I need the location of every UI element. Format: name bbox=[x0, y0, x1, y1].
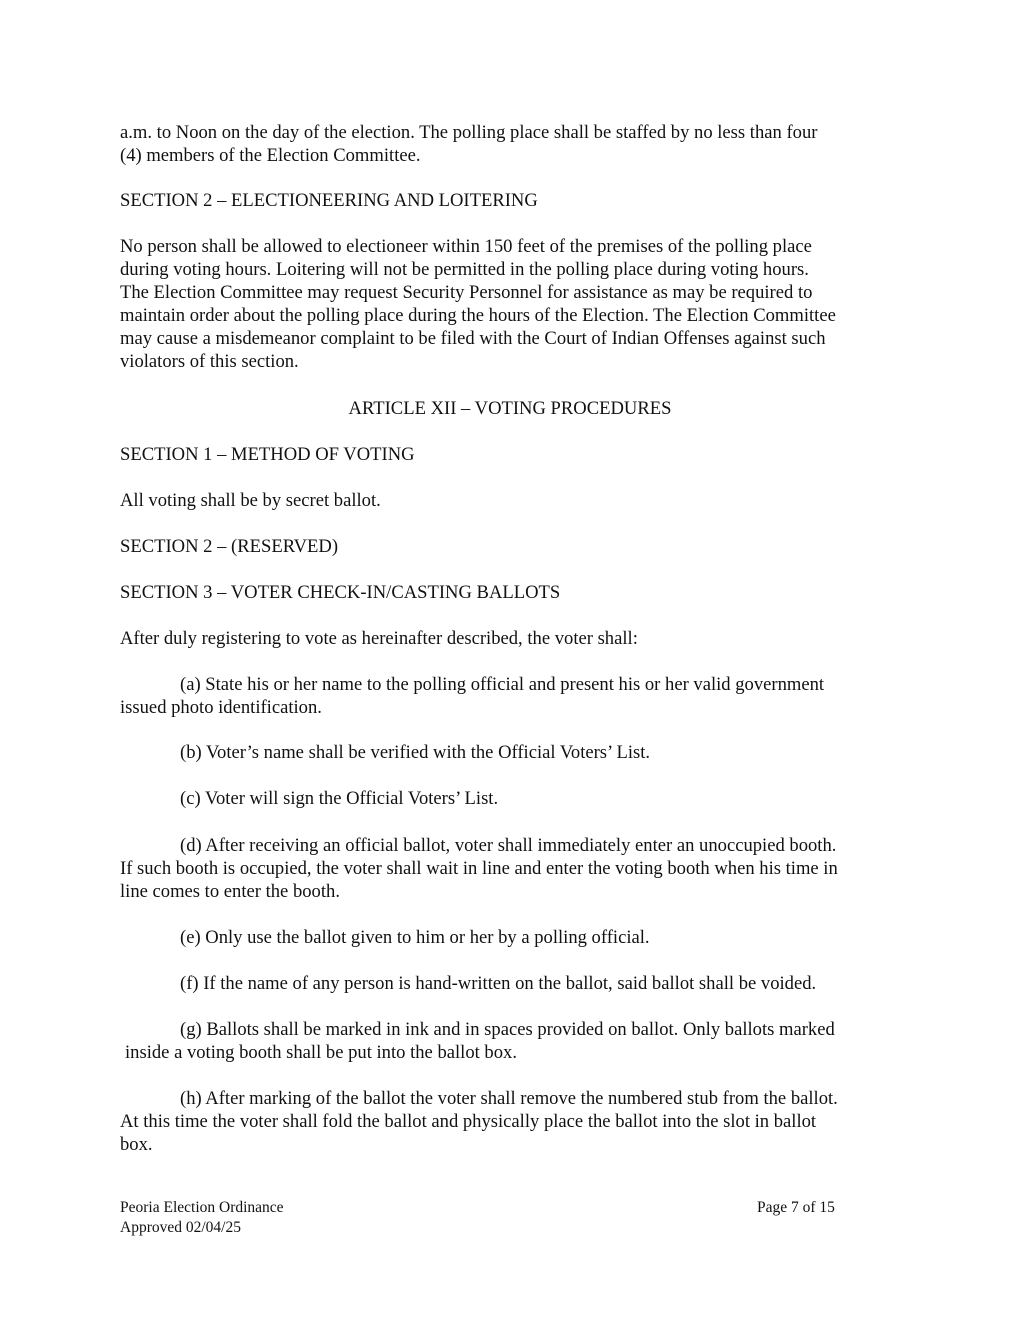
item-h-line-3: box. bbox=[120, 1134, 153, 1155]
item-b bbox=[120, 741, 900, 764]
section2-line-1: No person shall be allowed to electioneer within 150 feet of the premises of the polling place bbox=[120, 236, 812, 257]
item-d-line-1: (d) After receiving an official ballot, voter shall immediately enter an unoccupied booth. bbox=[180, 835, 837, 856]
item-h-line-2: At this time the voter shall fold the ballot and physically place the ballot into the slot in ballot bbox=[120, 1111, 817, 1132]
section2-line-3: The Election Committee may request Security Personnel for assistance as may be required to bbox=[120, 282, 813, 303]
item-g-line-1: (g) Ballots shall be marked in ink and in spaces provided on ballot. Only ballots marked bbox=[180, 1019, 835, 1040]
footer-left bbox=[120, 1198, 284, 1238]
a12-section1-heading: SECTION 1 – METHOD OF VOTING bbox=[120, 444, 415, 465]
section2-line-2: during voting hours. Loitering will not be permitted in the polling place during voting hours. bbox=[120, 259, 809, 280]
item-h bbox=[120, 1087, 900, 1156]
item-h-line-1: (h) After marking of the ballot the voter shall remove the numbered stub from the ballot. bbox=[180, 1088, 838, 1109]
item-b-line-1: (b) Voter’s name shall be verified with the Official Voters’ List. bbox=[180, 742, 651, 763]
item-e-line-1: (e) Only use the ballot given to him or her by a polling official. bbox=[180, 927, 650, 948]
footer-page-number: Page 7 of 15 bbox=[757, 1199, 835, 1216]
item-a-line-1: (a) State his or her name to the polling official and present his or her valid government bbox=[180, 674, 825, 695]
section2-line-4: maintain order about the polling place during the hours of the Election. The Election Committee bbox=[120, 305, 836, 326]
item-d-line-3: line comes to enter the booth. bbox=[120, 881, 340, 902]
section2-line-6: violators of this section. bbox=[120, 351, 299, 372]
a12-section3-heading: SECTION 3 – VOTER CHECK-IN/CASTING BALLOTS bbox=[120, 582, 561, 603]
item-e bbox=[120, 926, 900, 949]
item-g bbox=[120, 1018, 900, 1064]
intro-line-2: (4) members of the Election Committee. bbox=[120, 145, 421, 166]
footer-title: Peoria Election Ordinance bbox=[120, 1199, 284, 1216]
section2-heading: SECTION 2 – ELECTIONEERING AND LOITERING bbox=[120, 190, 538, 211]
item-d-line-2: If such booth is occupied, the voter shall wait in line and enter the voting booth when his time in bbox=[120, 858, 838, 879]
item-c-line-1: (c) Voter will sign the Official Voters’ List. bbox=[180, 788, 499, 809]
intro-line-1: a.m. to Noon on the day of the election. The polling place shall be staffed by no less than four bbox=[120, 122, 818, 143]
item-a-line-2: issued photo identification. bbox=[120, 697, 322, 718]
a12-section3-intro: After duly registering to vote as hereinafter described, the voter shall: bbox=[120, 628, 638, 649]
item-g-line-2: inside a voting booth shall be put into the ballot box. bbox=[125, 1042, 517, 1063]
item-f bbox=[120, 972, 900, 995]
a12-section2-heading: SECTION 2 – (RESERVED) bbox=[120, 536, 339, 557]
item-d bbox=[120, 834, 900, 903]
footer-approved: Approved 02/04/25 bbox=[120, 1219, 241, 1236]
intro-paragraph bbox=[120, 121, 900, 167]
a12-section1-text: All voting shall be by secret ballot. bbox=[120, 490, 381, 511]
item-c bbox=[120, 787, 900, 810]
item-f-line-1: (f) If the name of any person is hand-written on the ballot, said ballot shall be voided. bbox=[180, 973, 817, 994]
article-heading: ARTICLE XII – VOTING PROCEDURES bbox=[348, 398, 672, 419]
section2-line-5: may cause a misdemeanor complaint to be filed with the Court of Indian Offenses against such bbox=[120, 328, 826, 349]
item-a bbox=[120, 673, 900, 719]
section2-paragraph bbox=[120, 235, 900, 373]
